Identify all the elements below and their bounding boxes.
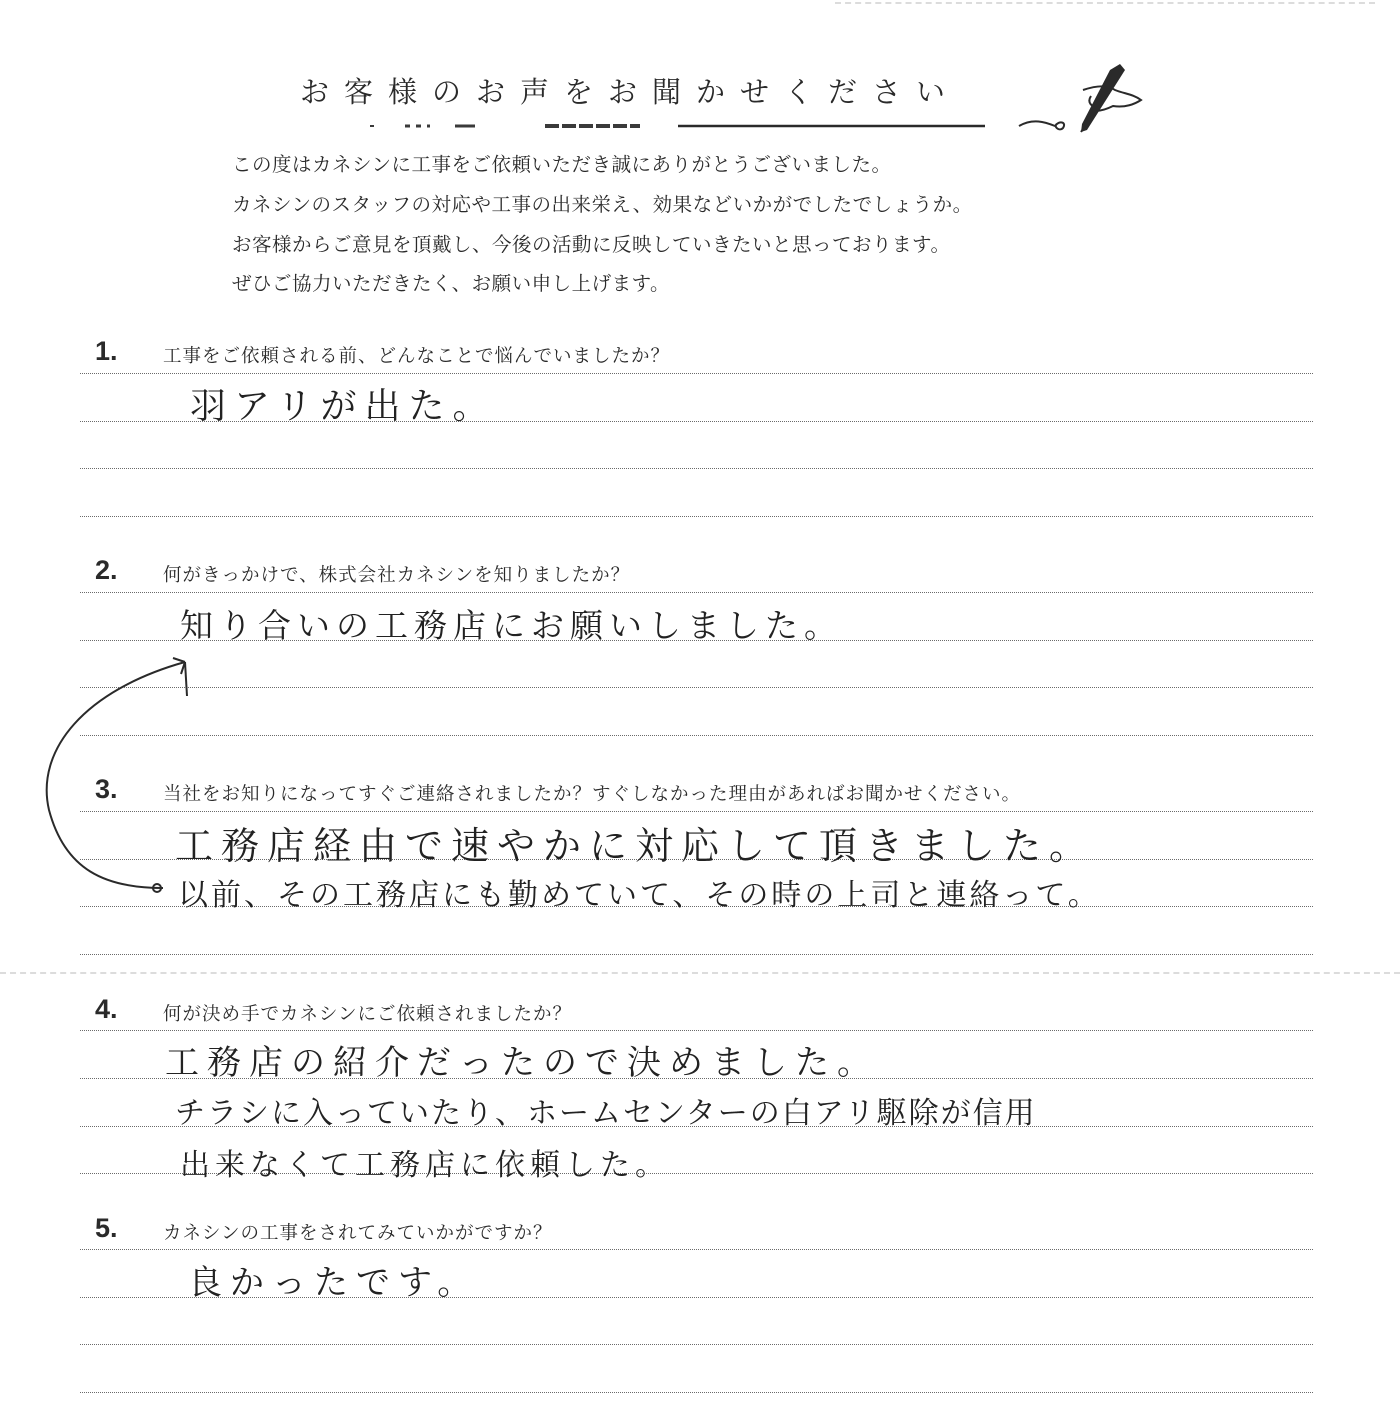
answer-4-line-1: 工務店の紹介だったので決めました。 bbox=[165, 1043, 879, 1083]
question-3-text: 当社をお知りになってすぐご連絡されましたか？すぐしなかった理由があればお聞かせください。 bbox=[163, 784, 1022, 805]
answer-line bbox=[80, 1030, 1313, 1031]
scan-artifact-middle bbox=[0, 972, 1400, 974]
question-1-number: 1. bbox=[95, 336, 118, 366]
question-3-number: 3. bbox=[95, 774, 118, 804]
intro-line-2: カネシンのスタッフの対応や工事の出来栄え、効果などいかがでしたでしょうか。 bbox=[232, 193, 973, 216]
question-4-number: 4. bbox=[95, 994, 118, 1024]
question-5-number: 5. bbox=[95, 1213, 118, 1243]
answer-line bbox=[80, 811, 1313, 812]
answer-4-line-3: 出来なくて工務店に依頼した。 bbox=[180, 1148, 670, 1183]
scan-artifact-top bbox=[835, 2, 1375, 4]
page-title: お客様のお声をお聞かせください bbox=[300, 75, 961, 109]
hand-holding-pen-icon bbox=[1015, 60, 1155, 140]
curved-arrow-icon bbox=[35, 650, 205, 900]
answer-line bbox=[80, 735, 1313, 736]
question-2-number: 2. bbox=[95, 555, 118, 585]
answer-line bbox=[80, 516, 1313, 517]
answer-3-line-2: 以前、その工務店にも勤めていて、その時の上司と連絡って。 bbox=[178, 878, 1101, 913]
answer-line bbox=[80, 468, 1313, 469]
answer-4-line-2: チラシに入っていたり、ホームセンターの白アリ駆除が信用 bbox=[175, 1096, 1037, 1131]
answer-line bbox=[80, 954, 1313, 955]
question-2-text: 何がきっかけで、株式会社カネシンを知りましたか？ bbox=[163, 565, 631, 586]
question-5-text: カネシンの工事をされてみていかがですか？ bbox=[163, 1223, 553, 1244]
answer-1-line-1: 羽アリが出た。 bbox=[190, 386, 497, 427]
answer-line bbox=[80, 373, 1313, 374]
answer-line bbox=[80, 1249, 1313, 1250]
answer-5-line-1: 良かったです。 bbox=[188, 1263, 480, 1303]
answer-line bbox=[80, 687, 1313, 688]
question-4-text: 何が決め手でカネシンにご依頼されましたか？ bbox=[163, 1004, 573, 1025]
answer-line bbox=[80, 592, 1313, 593]
answer-2-line-1: 知り合いの工務店にお願いしました。 bbox=[180, 606, 843, 645]
intro-line-1: この度はカネシンに工事をご依頼いただき誠にありがとうございました。 bbox=[232, 153, 892, 176]
title-underline bbox=[360, 118, 1000, 132]
intro-line-4: ぜひご協力いただきたく、お願い申し上げます。 bbox=[232, 272, 671, 295]
intro-line-3: お客様からご意見を頂戴し、今後の活動に反映していきたいと思っております。 bbox=[232, 233, 951, 256]
question-1-text: 工事をご依頼される前、どんなことで悩んでいましたか？ bbox=[163, 346, 671, 367]
answer-3-line-1: 工務店経由で速やかに対応して頂きました。 bbox=[175, 824, 1096, 868]
answer-line bbox=[80, 1392, 1313, 1393]
answer-line bbox=[80, 1344, 1313, 1345]
